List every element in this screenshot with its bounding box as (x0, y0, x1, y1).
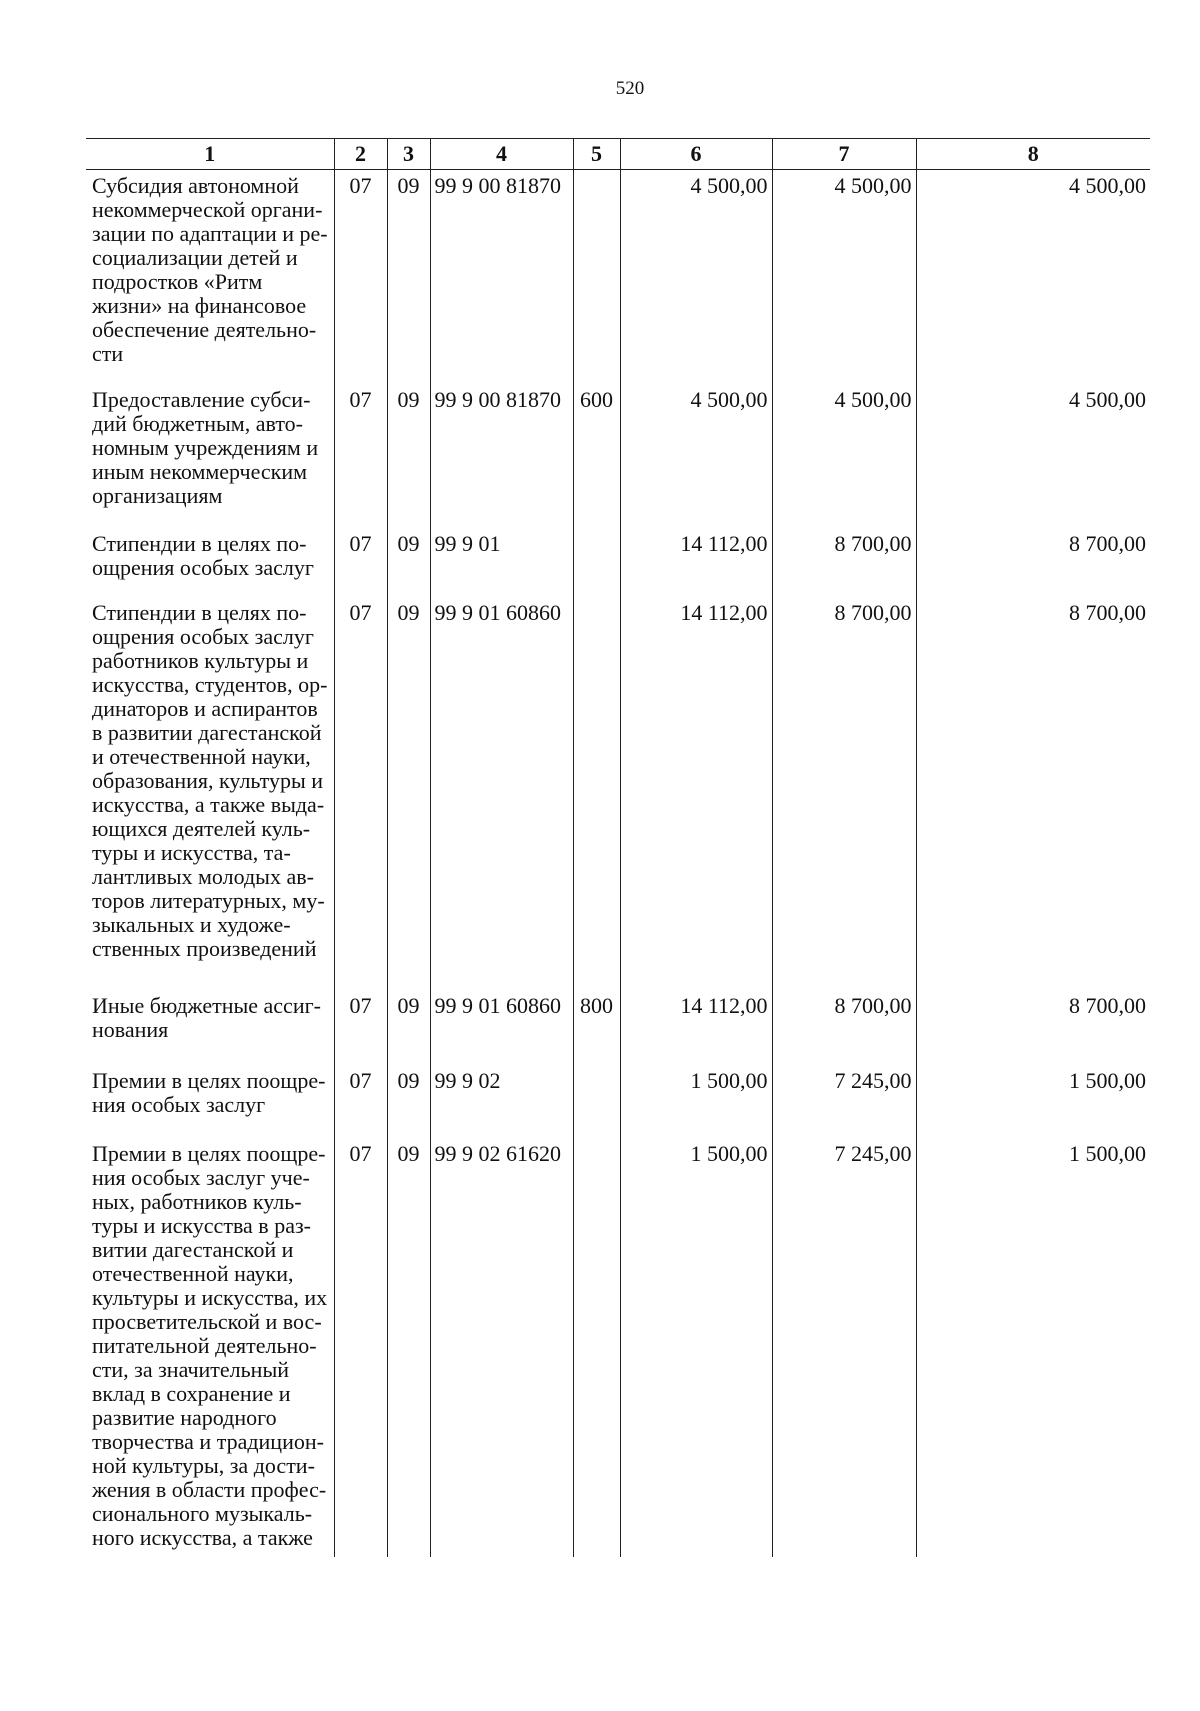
row-csr: 99 9 01 60860 (430, 597, 573, 990)
row-csr: 99 9 02 (430, 1065, 573, 1138)
row-name: Иные бюджетные ассиг-нования (86, 990, 334, 1065)
row-csr: 99 9 01 60860 (430, 990, 573, 1065)
row-vr (573, 1138, 620, 1557)
row-pr: 09 (387, 1065, 430, 1138)
row-name: Премии в целях поощре-ния особых заслуг уче-ных, работников куль-туры и искусства в раз-витии дагестанской и отечественной науки, культуры и искусства, их просветительской и вос-питательной деятельно-сти, за значительный вклад в сохранение и развитие народного творчества и традицион-ной культуры, за дости-жения в области профес-сионального музыкаль-ного искусства, а также (86, 1138, 334, 1557)
row-value-7: 8 700,00 (772, 597, 916, 990)
row-csr: 99 9 00 81870 (430, 170, 573, 385)
row-rz: 07 (334, 1138, 387, 1557)
row-vr (573, 528, 620, 597)
row-value-6: 1 500,00 (620, 1138, 772, 1557)
row-rz: 07 (334, 384, 387, 528)
row-pr: 09 (387, 990, 430, 1065)
row-pr: 09 (387, 170, 430, 385)
row-value-6: 1 500,00 (620, 1065, 772, 1138)
row-value-8: 4 500,00 (916, 170, 1150, 385)
row-pr: 09 (387, 384, 430, 528)
row-rz: 07 (334, 170, 387, 385)
row-rz: 07 (334, 597, 387, 990)
row-csr: 99 9 02 61620 (430, 1138, 573, 1557)
header-col-3: 3 (387, 139, 430, 170)
table-row (86, 1138, 1150, 1557)
row-rz: 07 (334, 528, 387, 597)
row-pr: 09 (387, 528, 430, 597)
row-name: Предоставление субси-дий бюджетным, авто-номным учреждениям и иным некоммерческим организациям (86, 384, 334, 528)
table-row (86, 990, 1150, 1065)
row-value-6: 14 112,00 (620, 528, 772, 597)
header-col-8: 8 (916, 139, 1150, 170)
row-value-8: 8 700,00 (916, 597, 1150, 990)
header-col-5: 5 (573, 139, 620, 170)
row-value-7: 7 245,00 (772, 1065, 916, 1138)
row-value-8: 8 700,00 (916, 990, 1150, 1065)
row-vr (573, 170, 620, 385)
row-vr: 600 (573, 384, 620, 528)
row-value-8: 1 500,00 (916, 1065, 1150, 1138)
row-name: Премии в целях поощре-ния особых заслуг (86, 1065, 334, 1138)
row-value-6: 4 500,00 (620, 170, 772, 385)
row-csr: 99 9 00 81870 (430, 384, 573, 528)
row-value-7: 7 245,00 (772, 1138, 916, 1557)
table-row (86, 528, 1150, 597)
table-row (86, 1065, 1150, 1138)
row-name: Стипендии в целях по-ощрения особых заслуг работников культуры и искусства, студентов, ор-динаторов и аспирантов в развитии дагестанской и отечественной науки, образования, культуры и искусства, а также выда-ющихся деятелей куль-туры и искусства, та-лантливых молодых ав-торов литературных, му-зыкальных и художе-ственных произведений (86, 597, 334, 990)
header-col-7: 7 (772, 139, 916, 170)
header-row (86, 139, 1150, 170)
budget-table (86, 138, 1150, 1557)
header-col-6: 6 (620, 139, 772, 170)
row-value-7: 4 500,00 (772, 384, 916, 528)
table-row (86, 384, 1150, 528)
header-col-4: 4 (430, 139, 573, 170)
row-name: Стипендии в целях по-ощрения особых заслуг (86, 528, 334, 597)
row-value-6: 4 500,00 (620, 384, 772, 528)
row-value-7: 8 700,00 (772, 990, 916, 1065)
row-vr (573, 597, 620, 990)
row-value-6: 14 112,00 (620, 597, 772, 990)
row-vr (573, 1065, 620, 1138)
row-pr: 09 (387, 1138, 430, 1557)
row-csr: 99 9 01 (430, 528, 573, 597)
row-value-6: 14 112,00 (620, 990, 772, 1065)
row-value-7: 8 700,00 (772, 528, 916, 597)
row-value-8: 8 700,00 (916, 528, 1150, 597)
row-value-8: 1 500,00 (916, 1138, 1150, 1557)
row-rz: 07 (334, 990, 387, 1065)
table-row (86, 170, 1150, 385)
header-col-1: 1 (86, 139, 334, 170)
row-name: Субсидия автономной некоммерческой органи-зации по адаптации и ре-социализации детей и подростков «Ритм жизни» на финансовое обеспечение деятельно-сти (86, 170, 334, 385)
row-value-8: 4 500,00 (916, 384, 1150, 528)
row-value-7: 4 500,00 (772, 170, 916, 385)
row-vr: 800 (573, 990, 620, 1065)
row-rz: 07 (334, 1065, 387, 1138)
header-col-2: 2 (334, 139, 387, 170)
page-number: 520 (615, 78, 645, 99)
row-pr: 09 (387, 597, 430, 990)
table-row (86, 597, 1150, 990)
